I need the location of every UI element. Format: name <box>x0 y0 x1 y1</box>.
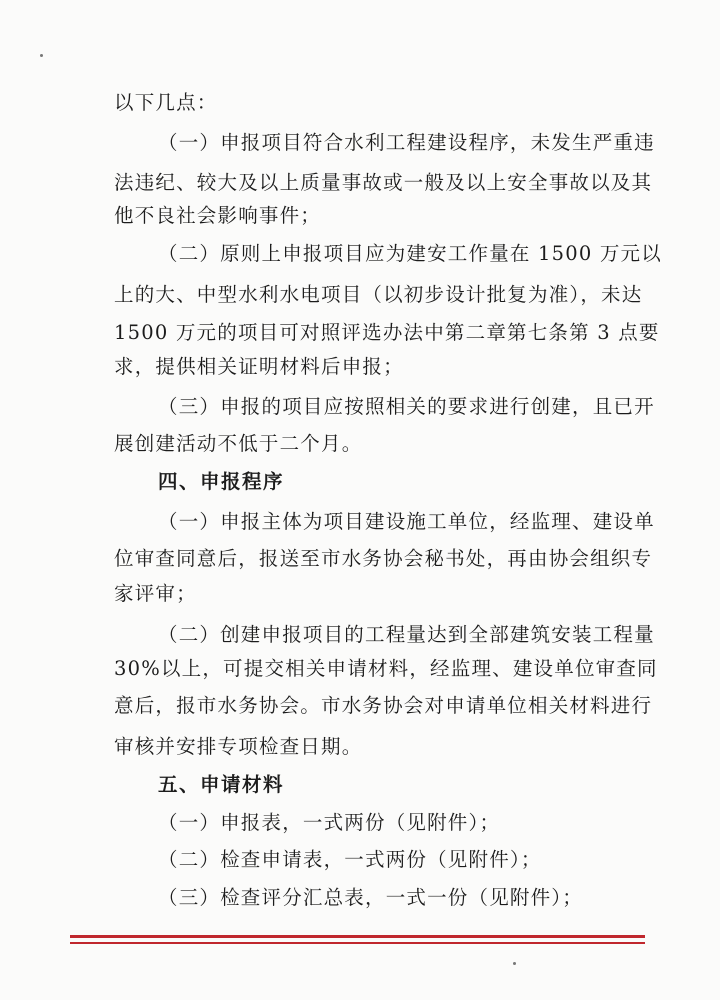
paragraph-line: 上的大、中型水利水电项目（以初步设计批复为准），未达 <box>114 283 643 306</box>
footer-rule-thin <box>70 942 645 944</box>
paragraph-line: （二）创建申报项目的工程量达到全部建筑安装工程量 <box>158 623 655 646</box>
scan-speck <box>40 54 43 57</box>
section-heading: 五、申请材料 <box>158 773 285 796</box>
paragraph-line: 1500 万元的项目可对照评选办法中第二章第七条第 3 点要 <box>114 321 660 344</box>
paragraph-line: （二）原则上申报项目应为建安工作量在 1500 万元以 <box>158 242 662 265</box>
paragraph-line: 30%以上，可提交相关申请材料，经监理、建设单位审查同 <box>114 657 658 680</box>
paragraph-line: 他不良社会影响事件； <box>114 204 322 227</box>
footer-rule-thick <box>70 935 645 938</box>
paragraph-line: 意后，报市水务协会。市水务协会对申请单位相关材料进行 <box>114 694 653 717</box>
list-item: （二）检查申请表，一式两份（见附件）； <box>158 848 542 871</box>
section-heading: 四、申报程序 <box>158 470 285 493</box>
paragraph-line: 展创建活动不低于二个月。 <box>114 432 363 455</box>
list-item: （三）检查评分汇总表，一式一份（见附件）； <box>158 886 583 909</box>
paragraph-line: （三）申报的项目应按照相关的要求进行创建，且已开 <box>158 395 655 418</box>
paragraph-line: 以下几点： <box>114 91 218 114</box>
paragraph-line: （一）申报主体为项目建设施工单位，经监理、建设单 <box>158 510 655 533</box>
paragraph-line: 位审查同意后，报送至市水务协会秘书处，再由协会组织专 <box>114 547 653 570</box>
paragraph-line: （一）申报项目符合水利工程建设程序，未发生严重违 <box>158 131 655 154</box>
list-item: （一）申报表，一式两份（见附件）； <box>158 811 501 834</box>
paragraph-line: 审核并安排专项检查日期。 <box>114 735 363 758</box>
scan-speck <box>513 962 516 965</box>
paragraph-line: 法违纪、较大及以上质量事故或一般及以上安全事故以及其 <box>114 171 653 194</box>
paragraph-line: 求，提供相关证明材料后申报； <box>114 355 404 378</box>
paragraph-line: 家评审； <box>114 582 197 605</box>
